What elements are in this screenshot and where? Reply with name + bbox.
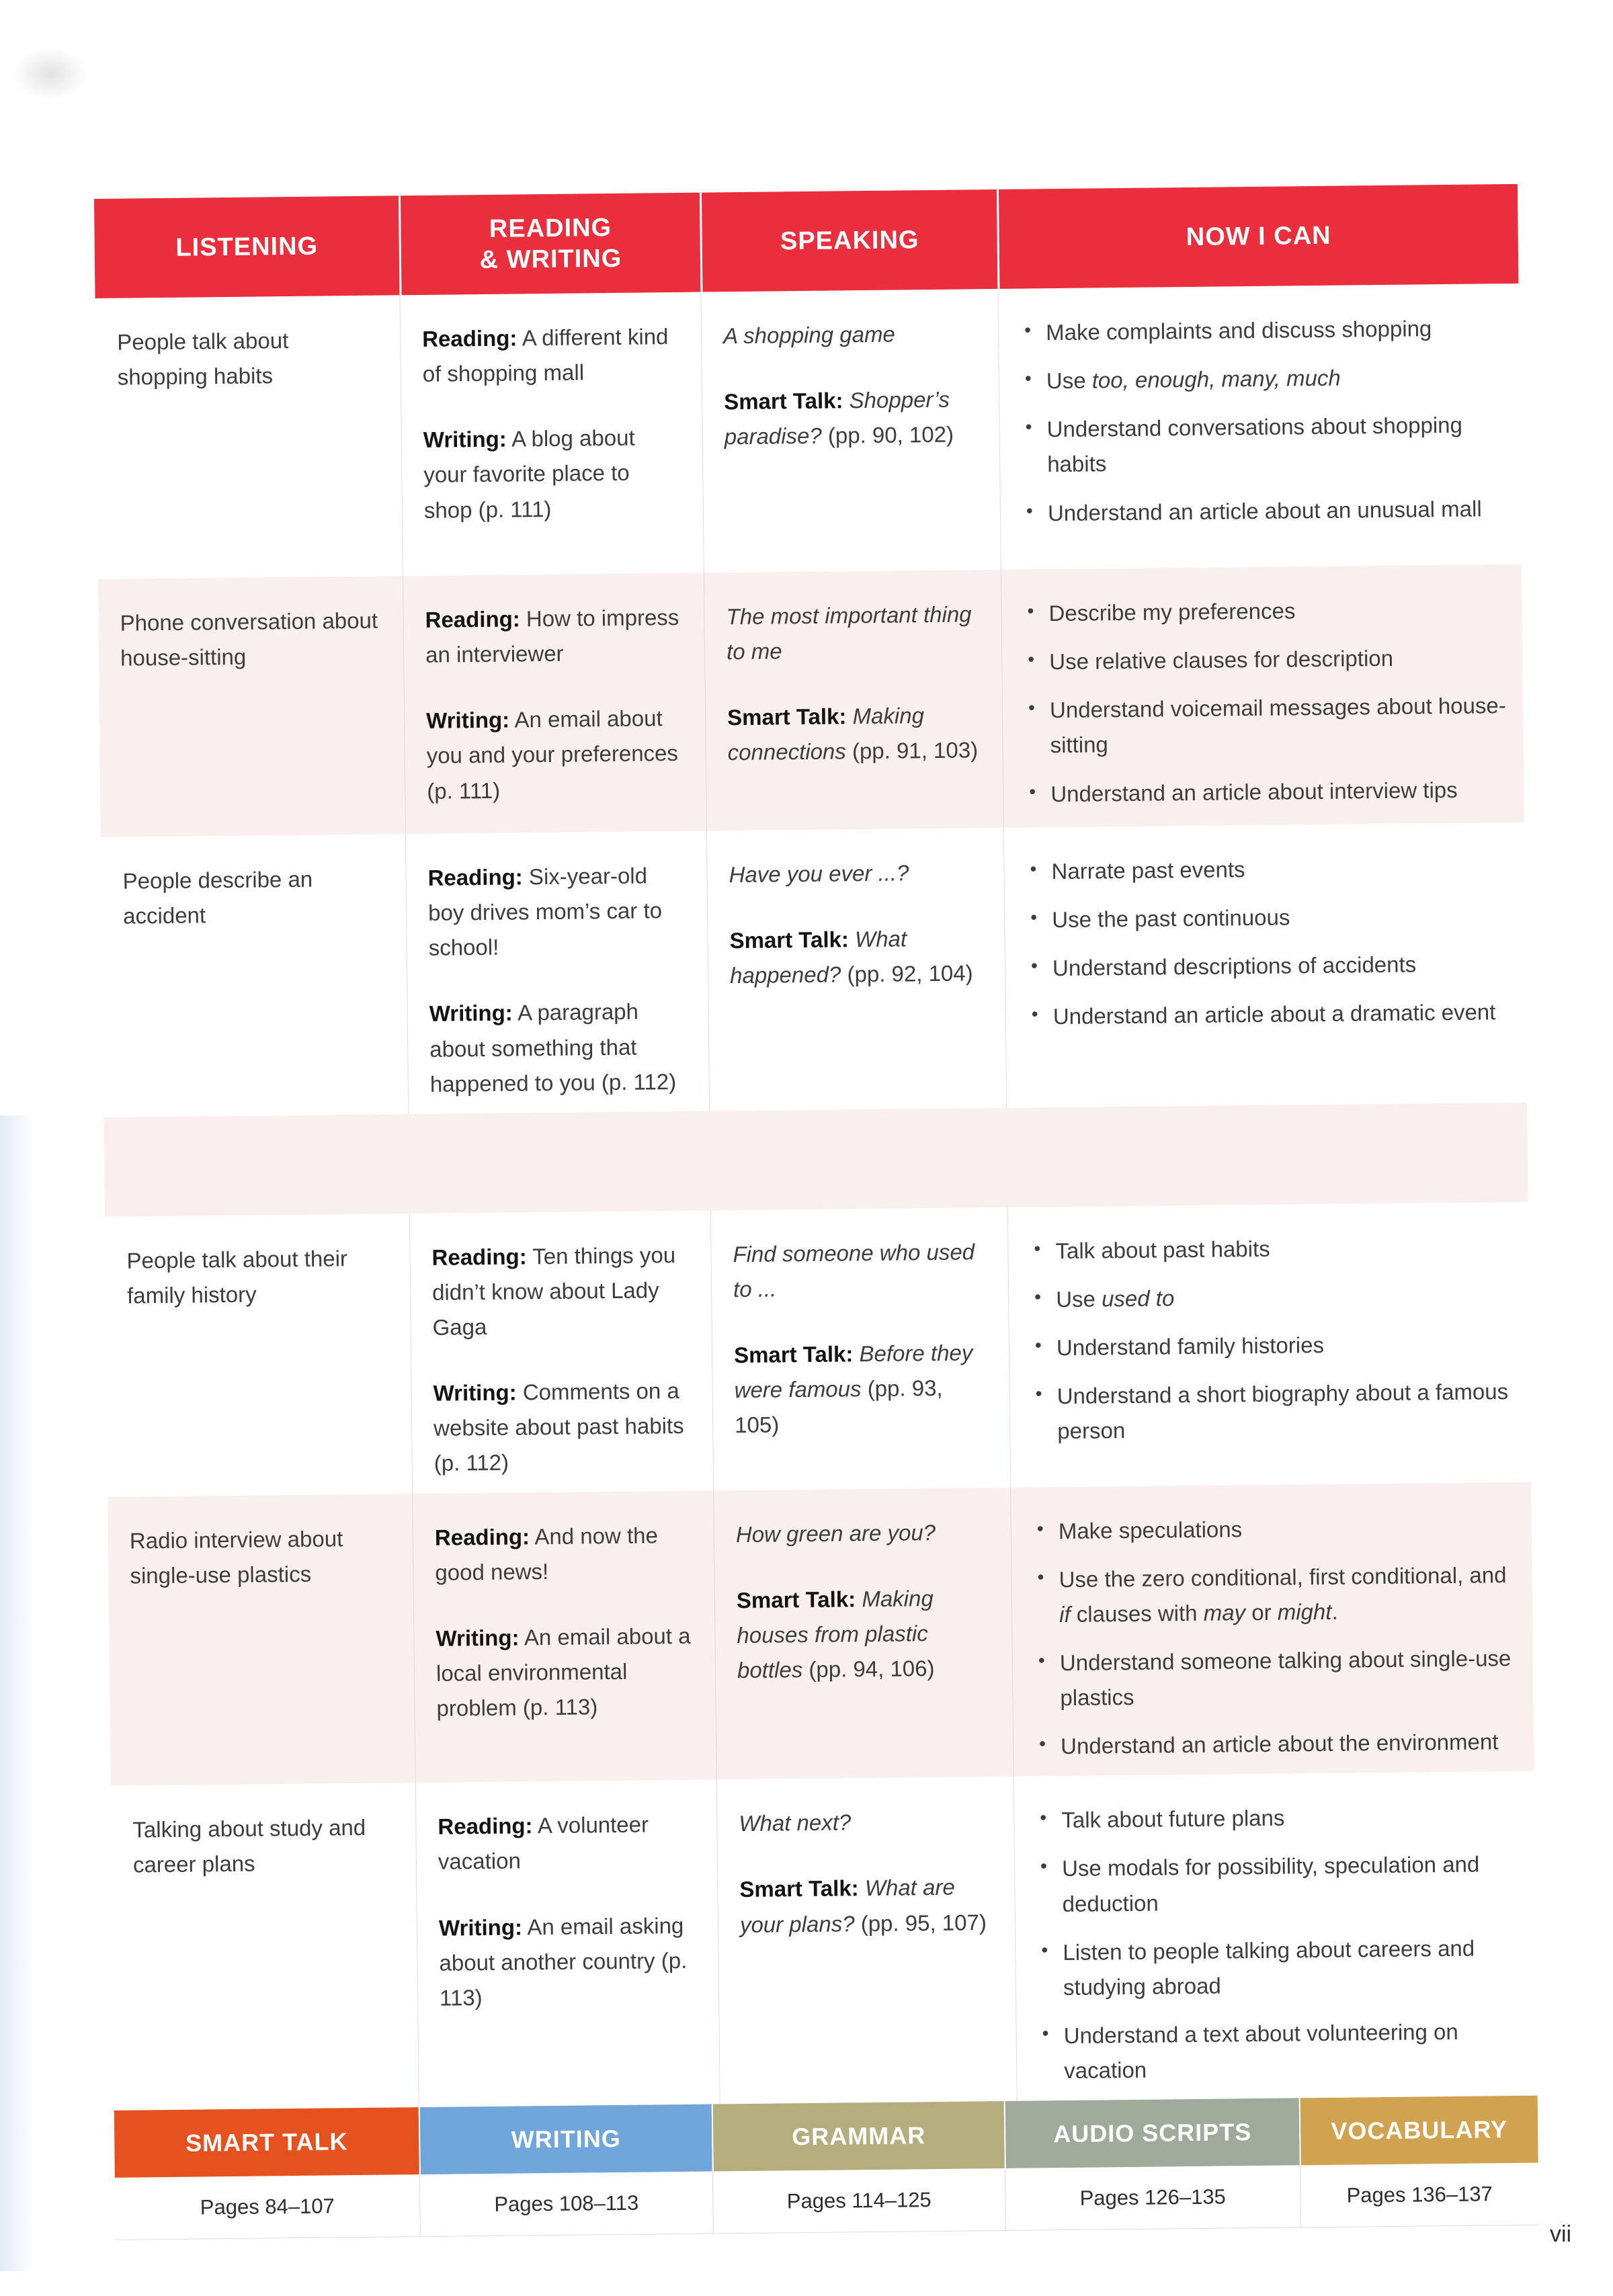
cell-reading-writing	[403, 573, 706, 835]
bold-label: Writing:	[433, 1379, 517, 1406]
now-i-can-item: • Understand descriptions of accidents	[1026, 946, 1513, 986]
cell-listening	[98, 576, 405, 837]
now-i-can-item: • Use modals for possibility, speculation and deduction	[1035, 1846, 1522, 1922]
bold-label: Reading:	[427, 864, 523, 890]
cell-reading-writing	[405, 831, 709, 1114]
speaking-paragraph: Smart Talk: Making connections (pp. 91, 103)	[727, 703, 979, 765]
reading-writing-paragraph: Reading: And now the good news!	[434, 1522, 659, 1585]
footer-pages-smart-talk: Pages 84–107	[200, 2194, 335, 2219]
scan-edge-artifact	[0, 1115, 40, 2271]
column-header-listening: LISTENING	[94, 196, 400, 298]
now-i-can-item: • Describe my preferences	[1022, 591, 1509, 632]
now-i-can-list	[1024, 849, 1513, 1035]
italic-text: Shopper’s paradise?	[724, 386, 950, 450]
cell-reading-writing	[409, 1210, 713, 1493]
bold-label: Smart Talk:	[736, 1586, 856, 1613]
now-i-can-item: • Understand voicemail messages about house-sitting	[1023, 688, 1510, 763]
reading-writing-paragraph: Reading: A volunteer vacation	[438, 1812, 649, 1875]
now-i-can-item: • Talk about future plans	[1034, 1798, 1522, 1838]
table-row	[111, 1771, 1538, 2111]
cell-listening	[108, 1494, 415, 1786]
speaking-paragraph	[726, 597, 983, 669]
italic-text: too, enough, many, much	[1091, 365, 1341, 393]
italic-text: Making houses from plastic bottles	[737, 1585, 934, 1683]
footer-pages-grammar: Pages 114–125	[712, 2168, 1005, 2234]
speaking-paragraph: Smart Talk: What happened? (pp. 92, 104)	[729, 926, 973, 988]
cell-speaking	[713, 1487, 1013, 1779]
italic-text: The most important thing to me	[726, 601, 972, 665]
bold-label: Writing:	[429, 1000, 513, 1027]
cell-listening	[95, 295, 403, 579]
column-header-reading-writing: READING & WRITING	[399, 193, 701, 296]
now-i-can-item: • Use relative clauses for description	[1022, 640, 1509, 680]
bold-label: Writing:	[425, 707, 510, 734]
cell-speaking	[701, 289, 1001, 573]
bold-label: Writing:	[436, 1625, 520, 1651]
bold-label: Reading:	[434, 1523, 530, 1550]
cell-now-i-can	[1010, 1482, 1534, 1777]
table-row	[101, 822, 1527, 1117]
cell-now-i-can	[1007, 1201, 1531, 1487]
cell-speaking	[716, 1777, 1017, 2104]
speaking-paragraph: Smart Talk: What are your plans? (pp. 95, 107)	[739, 1875, 987, 1937]
now-i-can-list	[1034, 1798, 1524, 2088]
listening-text: People talk about shopping habits	[117, 327, 289, 390]
cell-reading-writing	[400, 292, 704, 577]
speaking-paragraph	[723, 316, 980, 353]
footer-tab-grammar: GRAMMAR	[712, 2101, 1005, 2172]
now-i-can-list	[1022, 591, 1510, 812]
listening-text: Talking about study and career plans	[132, 1815, 366, 1877]
now-i-can-item: • Use the zero conditional, first conditional, and if clauses with may or might.	[1032, 1558, 1519, 1633]
speaking-paragraph	[739, 1803, 995, 1841]
bold-label: Smart Talk:	[727, 704, 847, 730]
cell-listening	[101, 834, 408, 1117]
bold-label: Writing:	[423, 426, 507, 453]
bold-label: Smart Talk:	[729, 927, 850, 953]
bold-label: Smart Talk:	[739, 1875, 859, 1902]
table-row	[98, 564, 1524, 837]
now-i-can-item: • Understand someone talking about single-use plastics	[1033, 1641, 1520, 1716]
now-i-can-item: • Use too, enough, many, much	[1020, 359, 1507, 399]
listening-text: People talk about their family history	[126, 1245, 348, 1308]
bold-label: Writing:	[438, 1914, 523, 1941]
speaking-paragraph: Smart Talk: Making houses from plastic bottles (pp. 94, 106)	[736, 1585, 935, 1683]
footer-tab-vocabulary: VOCABULARY	[1299, 2096, 1538, 2166]
footer-pages-audio-scripts: Pages 126–135	[1005, 2166, 1300, 2231]
reading-writing-paragraph: Reading: Six-year-old boy drives mom’s car to school!	[427, 863, 663, 961]
now-i-can-item: • Make speculations	[1032, 1508, 1519, 1549]
table-body	[95, 284, 1538, 2111]
now-i-can-item: • Understand an article about an unusual mall	[1021, 491, 1508, 532]
italic-text: Find someone who used to ...	[733, 1239, 975, 1302]
italic-text: Before they were famous	[734, 1340, 973, 1403]
cell-now-i-can	[1014, 1771, 1538, 2101]
reading-writing-paragraph: Writing: An email asking about another country (p. 113)	[438, 1912, 688, 2010]
reading-writing-paragraph: Writing: A blog about your favorite place to shop (p. 111)	[423, 425, 635, 523]
cell-speaking	[706, 828, 1006, 1111]
italic-text: may	[1203, 1599, 1246, 1625]
speaking-paragraph	[736, 1515, 993, 1552]
bold-label: Smart Talk:	[724, 388, 843, 415]
reading-writing-paragraph: Writing: Comments on a website about past habits (p. 112)	[433, 1378, 684, 1476]
speaking-paragraph	[729, 855, 985, 892]
cell-listening	[105, 1214, 412, 1496]
cell-listening	[111, 1783, 419, 2111]
italic-text: A shopping game	[722, 321, 895, 349]
bold-label: Reading:	[438, 1813, 533, 1840]
reading-writing-paragraph: Reading: How to impress an interviewer	[425, 604, 679, 667]
now-i-can-list	[1028, 1229, 1517, 1449]
cell-speaking	[710, 1207, 1010, 1490]
bold-label: Reading:	[425, 606, 520, 632]
table-row	[95, 284, 1522, 579]
scope-sequence-table	[94, 184, 1539, 2240]
italic-text: How green are you?	[735, 1519, 936, 1547]
cell-now-i-can	[1001, 564, 1524, 828]
column-header-speaking: SPEAKING	[700, 189, 998, 292]
italic-text: used to	[1101, 1285, 1175, 1312]
footer-pages-vocabulary: Pages 136–137	[1300, 2163, 1539, 2227]
footer-pages-writing: Pages 108–113	[419, 2172, 713, 2237]
now-i-can-item: • Narrate past events	[1024, 849, 1512, 890]
reading-writing-paragraph: Writing: A paragraph about something that happened to you (p. 112)	[429, 998, 677, 1097]
divider-row	[104, 1102, 1528, 1216]
column-header-now-i-can: NOW I CAN	[997, 184, 1519, 289]
cell-reading-writing	[412, 1490, 716, 1783]
listening-text: People describe an accident	[122, 866, 313, 929]
page-number: vii	[1550, 2221, 1572, 2247]
speaking-paragraph	[733, 1234, 989, 1307]
bold-label: Smart Talk:	[733, 1341, 854, 1368]
listening-text: Radio interview about single-use plastics	[129, 1525, 343, 1588]
now-i-can-item: • Talk about past habits	[1028, 1229, 1516, 1269]
cell-now-i-can	[997, 284, 1521, 570]
now-i-can-item: • Understand a short biography about a famous person	[1030, 1374, 1517, 1449]
cell-reading-writing	[415, 1780, 720, 2108]
italic-text: might	[1277, 1599, 1332, 1625]
italic-text: What next?	[739, 1810, 852, 1836]
table-row	[108, 1482, 1534, 1786]
italic-text: Making connections	[727, 703, 925, 765]
now-i-can-item: • Use the past continuous	[1025, 898, 1512, 938]
now-i-can-list	[1032, 1508, 1521, 1764]
listening-text: Phone conversation about house-sitting	[120, 607, 378, 671]
reading-writing-paragraph: Writing: An email about a local environmental problem (p. 113)	[436, 1623, 691, 1721]
italic-text: Have you ever ...?	[729, 860, 909, 888]
now-i-can-item: • Understand an article about a dramatic event	[1026, 994, 1514, 1035]
speaking-paragraph: Smart Talk: Shopper’s paradise? (pp. 90, 102)	[724, 386, 954, 450]
italic-text: What happened?	[729, 926, 907, 988]
now-i-can-list	[1019, 310, 1507, 531]
now-i-can-item: • Understand an article about interview tips	[1024, 771, 1511, 812]
italic-text: if	[1059, 1601, 1071, 1627]
table-header-row	[94, 184, 1518, 298]
bold-label: Reading:	[422, 325, 518, 351]
table-row	[105, 1201, 1531, 1496]
footer-tab-smart-talk: SMART TALK	[114, 2107, 419, 2178]
now-i-can-item: • Make complaints and discuss shopping	[1019, 310, 1506, 351]
reading-writing-paragraph: Reading: Ten things you didn’t know about Lady Gaga	[431, 1242, 676, 1340]
bold-label: Reading:	[431, 1244, 527, 1270]
now-i-can-item: • Use used to	[1029, 1277, 1516, 1318]
now-i-can-item: • Listen to people talking about careers and studying abroad	[1036, 1930, 1523, 2006]
speaking-paragraph: Smart Talk: Before they were famous (pp. 93, 105)	[733, 1340, 973, 1438]
now-i-can-item: • Understand a text about volunteering on vacation	[1036, 2014, 1524, 2089]
footer-tab-writing: WRITING	[419, 2104, 712, 2175]
now-i-can-item: • Understand conversations about shopping habits	[1020, 407, 1507, 482]
footer-tab-audio-scripts: AUDIO SCRIPTS	[1004, 2098, 1300, 2169]
reading-writing-paragraph: Reading: A different kind of shopping mall	[422, 324, 669, 387]
now-i-can-item: • Understand an article about the environment	[1034, 1724, 1521, 1764]
cell-now-i-can	[1003, 822, 1527, 1108]
now-i-can-item: • Understand family histories	[1030, 1326, 1517, 1366]
scan-smudge-artifact	[13, 47, 87, 101]
reading-writing-paragraph: Writing: An email about you and your preferences (p. 111)	[425, 706, 679, 804]
cell-speaking	[704, 570, 1003, 831]
italic-text: What are your plans?	[739, 1875, 955, 1937]
